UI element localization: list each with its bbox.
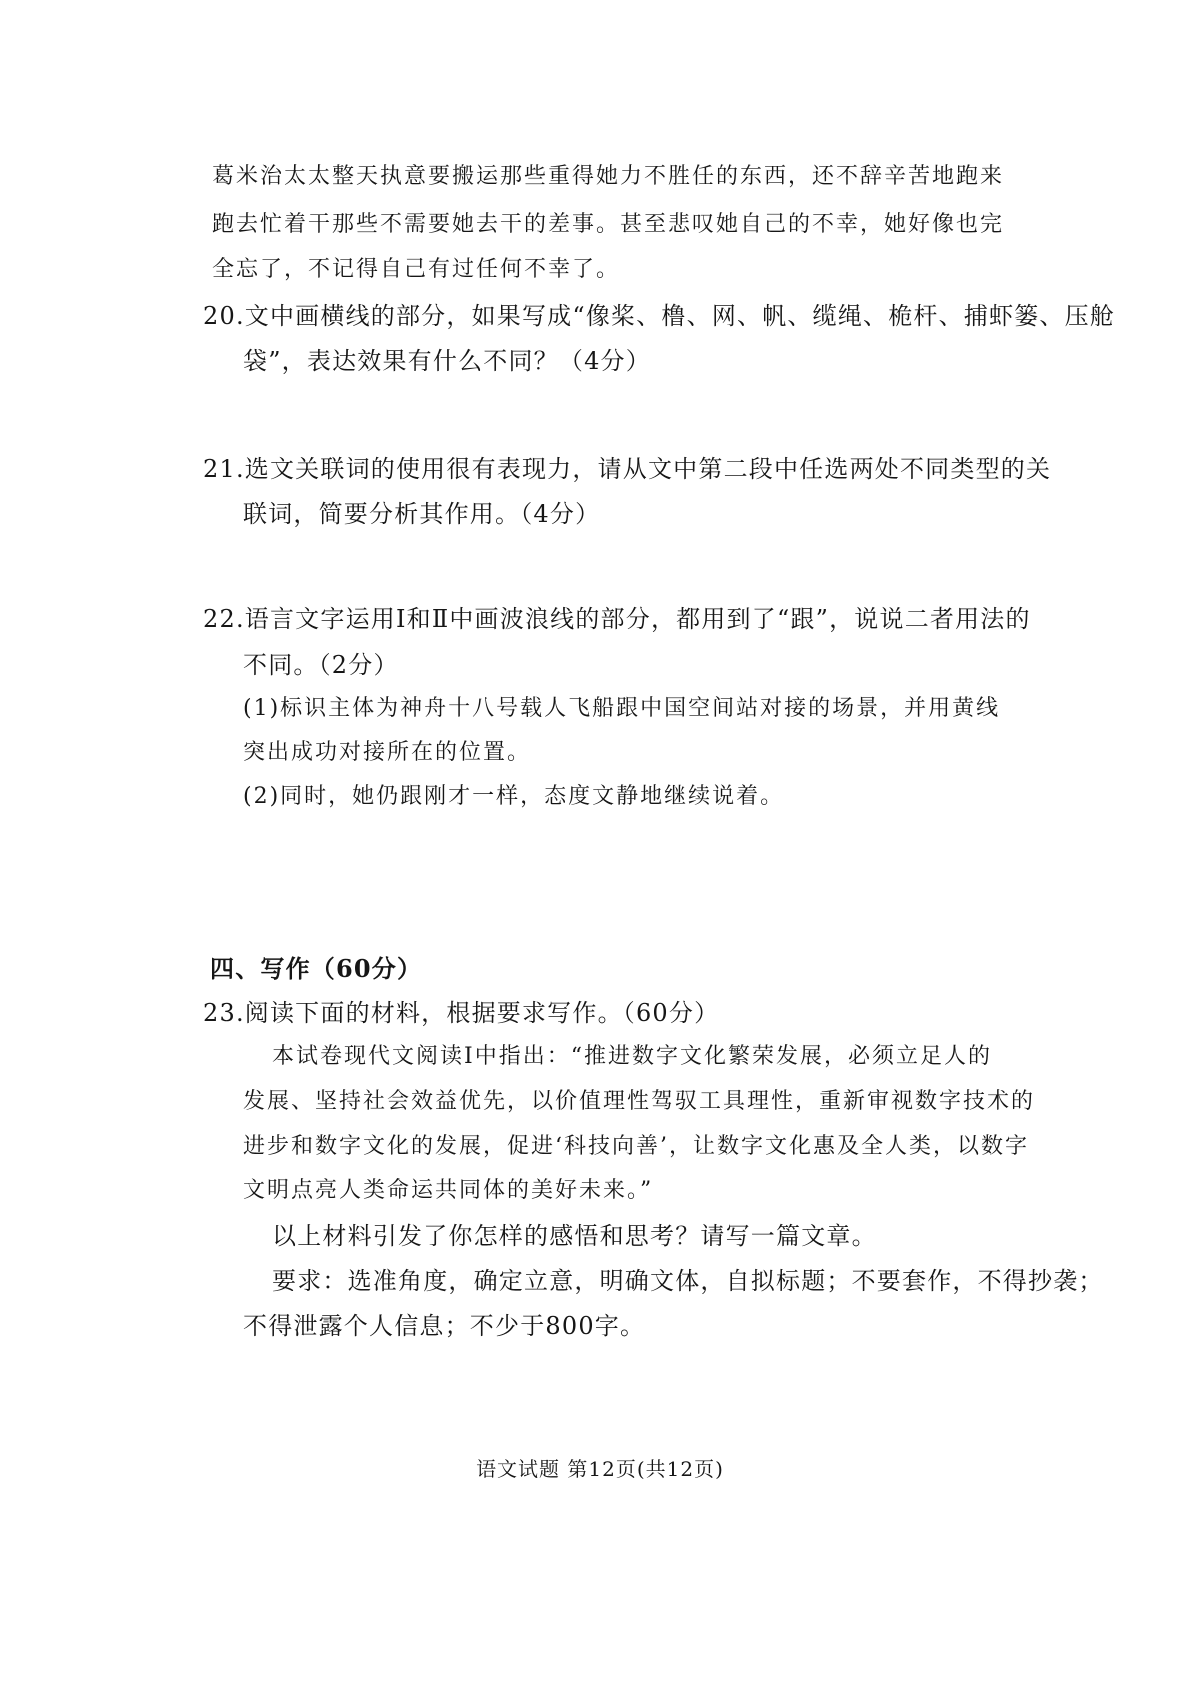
question-23-prompt: 以上材料引发了你怎样的感悟和思考？请写一篇文章。	[272, 1222, 877, 1250]
section-4-title: 四、写作（60分）	[210, 954, 423, 983]
question-22-item-1: (1)标识主体为神舟十八号载人飞船跟中国空间站对接的场景，并用黄线	[243, 696, 1001, 721]
question-23-material-3: 进步和数字文化的发展，促进‘科技向善’，让数字文化惠及全人类，以数字	[243, 1134, 1029, 1159]
question-23-material-1: 本试卷现代文阅读Ⅰ中指出：“推进数字文化繁荣发展，必须立足人的	[272, 1044, 992, 1069]
question-22-line-1: 22.语言文字运用Ⅰ和Ⅱ中画波浪线的部分，都用到了“跟”，说说二者用法的	[203, 605, 1031, 633]
question-21-line-1: 21.选文关联词的使用很有表现力，请从文中第二段中任选两处不同类型的关	[203, 455, 1052, 483]
passage-line-3: 全忘了，不记得自己有过任何不幸了。	[212, 257, 621, 282]
question-23-material-4: 文明点亮人类命运共同体的美好未来。”	[243, 1178, 654, 1203]
question-22-line-2: 不同。（2分）	[243, 651, 399, 679]
question-22-item-1-cont: 突出成功对接所在的位置。	[243, 740, 532, 765]
question-21-line-2: 联词，简要分析其作用。（4分）	[243, 500, 601, 528]
page-footer: 语文试题 第12页(共12页)	[476, 1457, 724, 1481]
question-20-line-1: 20.文中画横线的部分，如果写成“像桨、橹、网、帆、缆绳、桅杆、捕虾篓、压舱	[203, 302, 1116, 330]
question-22-item-2: (2)同时，她仍跟刚才一样，态度文静地继续说着。	[243, 784, 785, 809]
passage-line-1: 葛米治太太整天执意要搬运那些重得她力不胜任的东西，还不辞辛苦地跑来	[212, 164, 1005, 189]
question-20-line-2: 袋”，表达效果有什么不同？（4分）	[243, 347, 651, 375]
question-23-title: 23.阅读下面的材料，根据要求写作。（60分）	[203, 999, 720, 1027]
question-23-material-2: 发展、坚持社会效益优先，以价值理性驾驭工具理性，重新审视数字技术的	[243, 1089, 1036, 1114]
question-23-requirements-2: 不得泄露个人信息；不少于800字。	[243, 1312, 646, 1340]
passage-line-2: 跑去忙着干那些不需要她去干的差事。甚至悲叹她自己的不幸，她好像也完	[212, 212, 1005, 237]
question-23-requirements-1: 要求：选准角度，确定立意，明确文体，自拟标题；不要套作，不得抄袭；	[272, 1267, 1104, 1295]
